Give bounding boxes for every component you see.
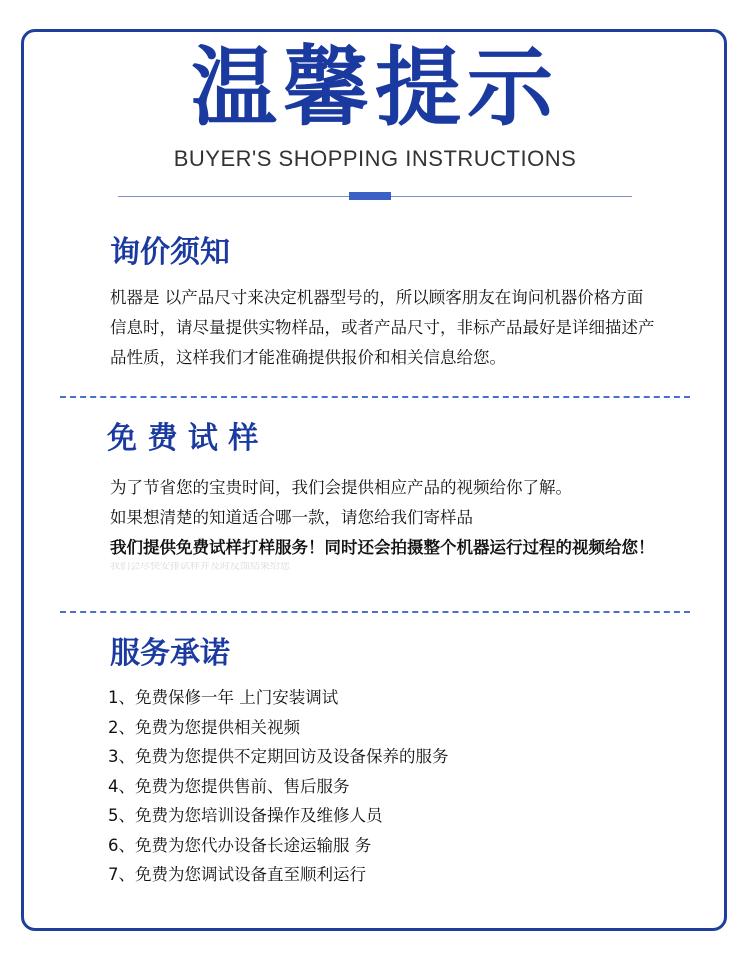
inquiry-line: 信息时，请尽量提供实物样品，或者产品尺寸，非标产品最好是详细描述产 <box>110 318 655 337</box>
title-divider-accent <box>349 192 391 200</box>
inquiry-line: 品性质，这样我们才能准确提供报价和相关信息给您。 <box>110 348 506 367</box>
section-title-service: 服务承诺 <box>110 636 230 671</box>
free-sample-text <box>110 473 655 563</box>
section-title-free-sample: 免 费 试 样 <box>107 421 259 456</box>
service-list <box>108 683 449 890</box>
free-sample-line: 如果想清楚的知道适合哪一款，请您给我们寄样品 <box>110 508 473 527</box>
list-item: 6、免费为您代办设备长途运输服 务 <box>108 835 372 855</box>
list-item: 2、免费为您提供相关视频 <box>108 717 300 737</box>
section-divider <box>60 611 690 613</box>
page-subtitle: BUYER'S SHOPPING INSTRUCTIONS <box>173 146 577 171</box>
list-item: 5、免费为您培训设备操作及维修人员 <box>108 806 383 825</box>
list-item: 4、免费为您提供售前、售后服务 <box>108 776 350 796</box>
list-item: 3、免费为您提供不定期回访及设备保养的服务 <box>108 747 449 766</box>
inquiry-line: 机器是 以产品尺寸来决定机器型号的，所以顾客朋友在询问机器价格方面 <box>110 288 644 307</box>
inquiry-text <box>110 283 655 373</box>
page-title: 温馨提示 <box>191 38 559 138</box>
free-sample-line: 我们提供免费试样打样服务！同时还会拍摄整个机器运行过程的视频给您！ <box>110 538 655 557</box>
list-item: 1、免费保修一年 上门安装调试 <box>108 688 339 707</box>
free-sample-line: 为了节省您的宝贵时间，我们会提供相应产品的视频给你了解。 <box>110 478 572 497</box>
section-divider <box>60 396 690 398</box>
list-item: 7、免费为您调试设备直至顺利运行 <box>108 865 366 884</box>
section-title-inquiry: 询价须知 <box>110 235 230 270</box>
faded-text: 我们会尽快安排试样并及时反馈结果给您 <box>110 562 290 572</box>
